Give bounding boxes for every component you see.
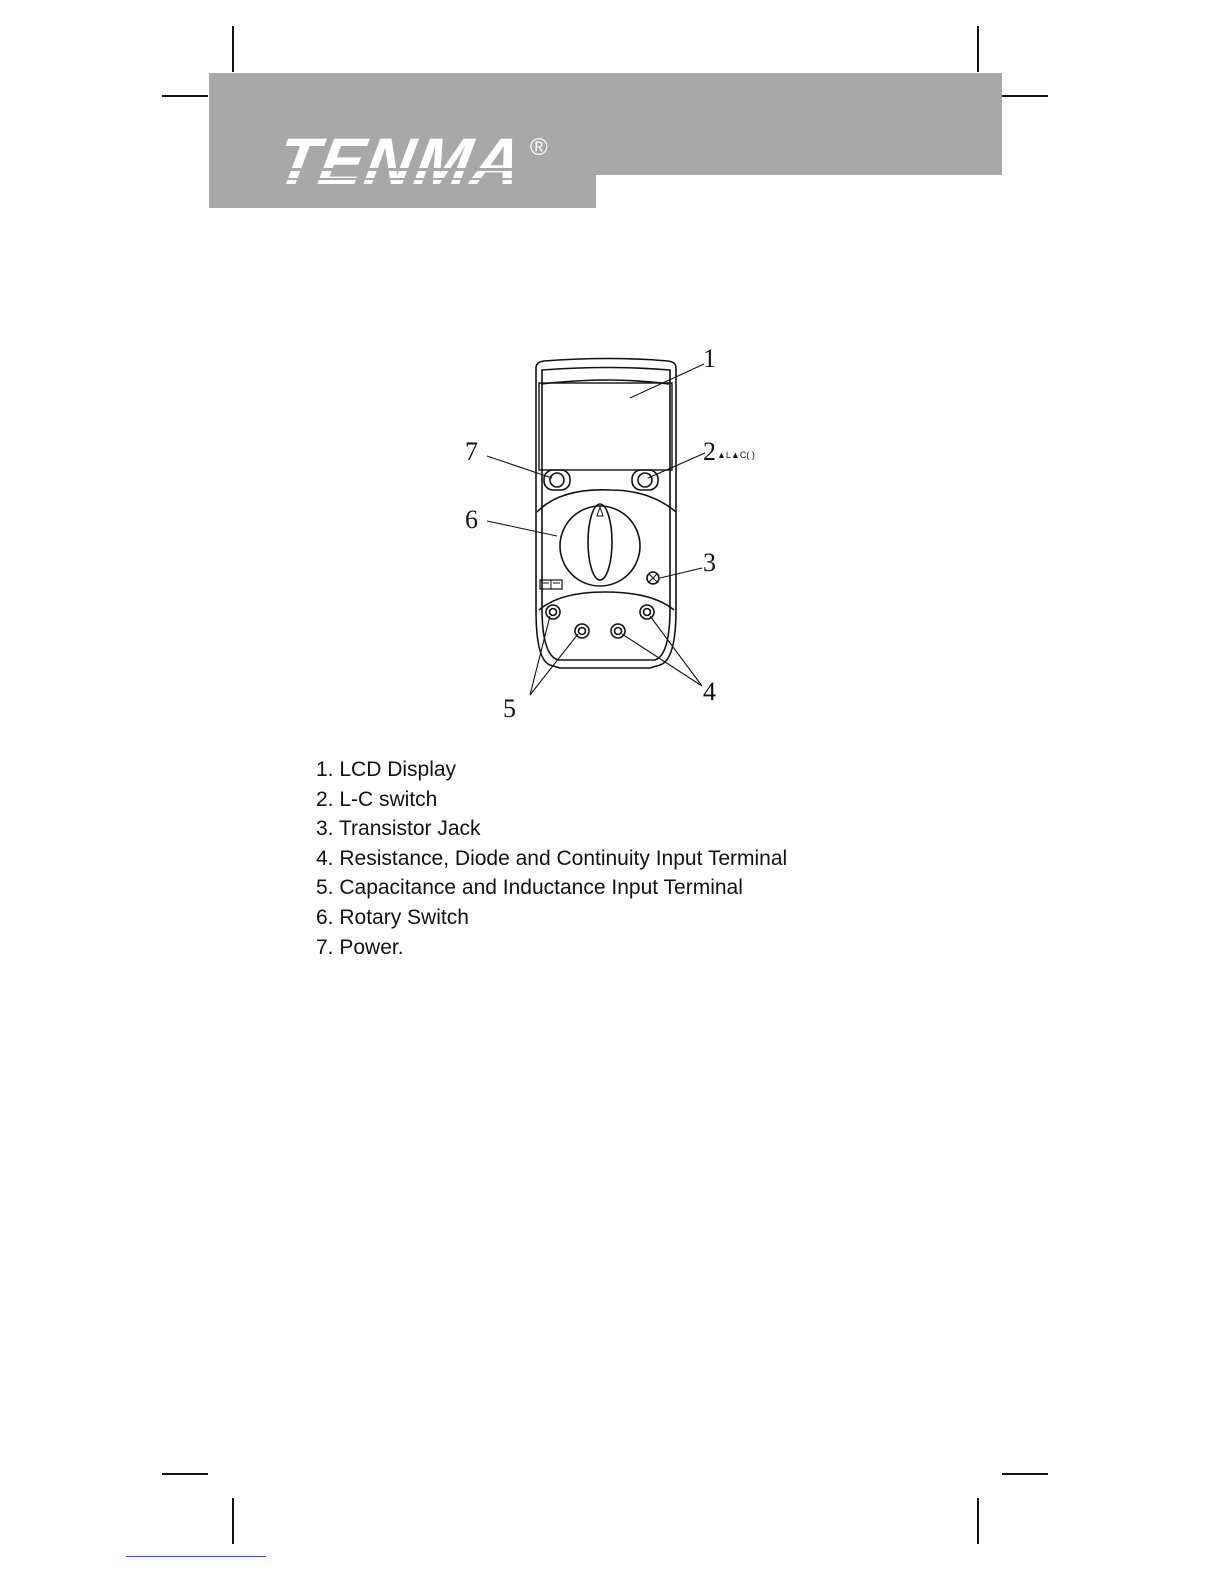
registered-mark: ®: [530, 134, 548, 161]
terminal-resistance-2-core: [644, 609, 651, 616]
rotary-switch: [560, 506, 640, 586]
meter-body-outline: [536, 359, 676, 669]
callout-2: 2: [703, 437, 716, 466]
crop-mark-top-left-horizontal: [162, 95, 208, 97]
callout-1: 1: [703, 344, 716, 373]
callout-5: 5: [503, 694, 516, 723]
terminal-resistance-1-core: [615, 628, 622, 635]
callout-4: 4: [703, 677, 716, 706]
lc-switch-caption: ▲L▲C( ): [717, 450, 755, 460]
parts-legend: [316, 755, 787, 962]
callout-6: 6: [465, 505, 478, 534]
terminal-capacitance-1: [546, 605, 560, 619]
legend-item-resistance-terminal: 4. Resistance, Diode and Continuity Input Terminal: [316, 846, 788, 870]
brand-logo: TENMA: [271, 124, 530, 198]
crop-mark-bottom-right-horizontal: [1002, 1473, 1048, 1475]
crop-mark-top-right-horizontal: [1002, 95, 1048, 97]
terminal-capacitance-1-core: [550, 609, 557, 616]
lc-switch: [638, 473, 652, 487]
callout-7: 7: [465, 437, 478, 466]
range-indicator-divider: [543, 580, 560, 589]
leader-6: [487, 521, 557, 536]
callout-3: 3: [703, 548, 716, 577]
terminal-resistance-2: [640, 605, 654, 619]
legend-item-lc-switch: 2. L-C switch: [316, 787, 438, 811]
rotary-pointer-icon: [597, 507, 603, 516]
transistor-jack-pins: [649, 574, 657, 582]
rotary-knob-grip: [588, 504, 612, 580]
link-underline: [126, 1556, 266, 1557]
terminal-resistance-1: [611, 624, 625, 638]
legend-item-transistor-jack: 3. Transistor Jack: [316, 817, 481, 841]
legend-item-power: 7. Power.: [316, 935, 404, 959]
meter-diagram: [440, 340, 820, 730]
leader-3: [660, 568, 702, 578]
legend-item-capacitance-terminal: 5. Capacitance and Inductance Input Terminal: [316, 876, 743, 900]
meter-body-inner: [542, 368, 670, 661]
terminal-capacitance-2-core: [579, 628, 586, 635]
power-button: [550, 473, 564, 487]
lcd-display: [539, 383, 672, 470]
crop-mark-bottom-left-vertical: [232, 1498, 234, 1544]
crop-mark-top-left-vertical: [232, 26, 234, 72]
crop-mark-bottom-left-horizontal: [162, 1473, 208, 1475]
crop-mark-bottom-right-vertical: [977, 1498, 979, 1544]
crop-mark-top-right-vertical: [977, 26, 979, 72]
legend-item-lcd-display: 1. LCD Display: [316, 758, 457, 781]
dial-panel-lower: [539, 592, 674, 610]
legend-item-rotary-switch: 6. Rotary Switch: [316, 905, 469, 929]
